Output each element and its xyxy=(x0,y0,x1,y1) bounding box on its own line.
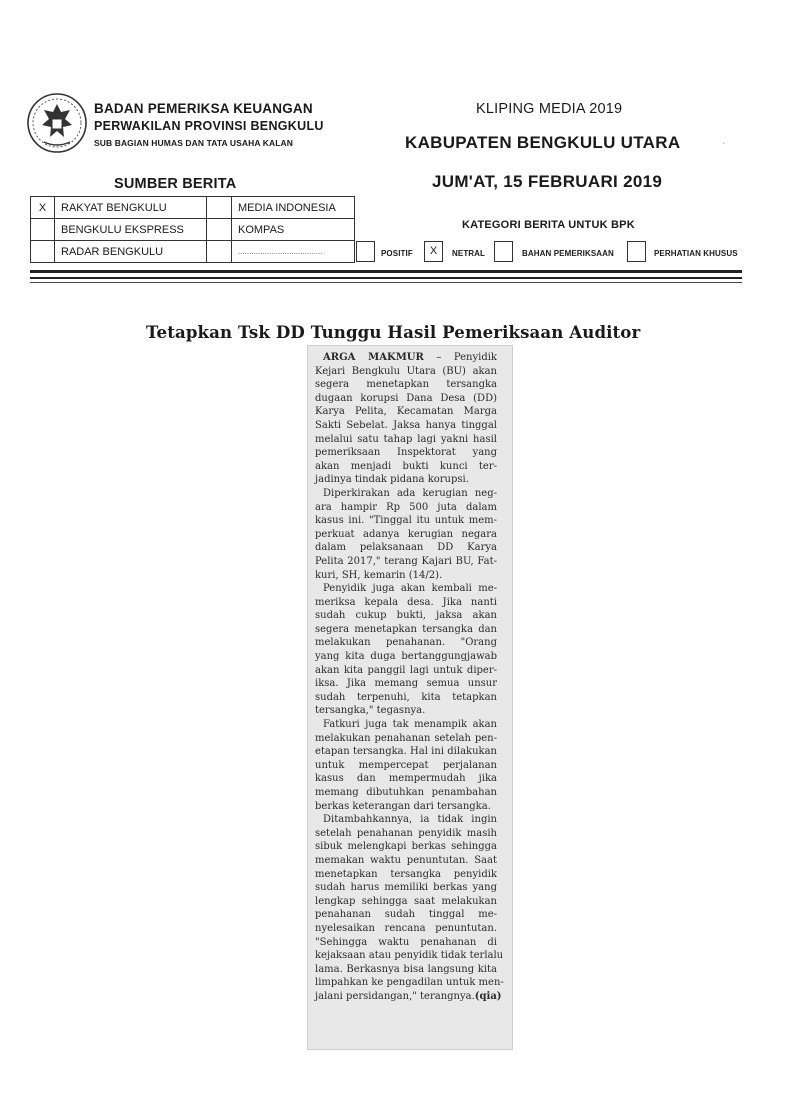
article-line: jalani persidangan," terangnya.(qia) xyxy=(315,990,502,1002)
org-subdivision: SUB BAGIAN HUMAS DAN TATA USAHA KALAN xyxy=(94,138,294,148)
article-line: ara hampir Rp 500 juta dalam xyxy=(315,501,497,513)
source-mark xyxy=(207,219,232,241)
article-body xyxy=(315,351,504,1004)
source-mark xyxy=(31,241,55,263)
source-row xyxy=(31,197,355,219)
scan-speck: · xyxy=(722,138,726,149)
article-line: limpahkan ke pengadilan untuk men- xyxy=(315,977,504,989)
header-divider xyxy=(30,270,742,273)
category-heading: KATEGORI BERITA UNTUK BPK xyxy=(462,219,635,231)
header-divider xyxy=(30,277,742,279)
article-line: Karya Pelita, Kecamatan Marga xyxy=(315,406,497,418)
article-line: ARGA MAKMUR – Penyidik xyxy=(323,352,497,363)
org-name: BADAN PEMERIKSA KEUANGAN xyxy=(94,101,313,116)
article-line: iksa. Jika memang semua unsur xyxy=(315,678,497,690)
bpk-emblem-logo xyxy=(26,92,88,154)
category-checkbox-netral[interactable]: X xyxy=(424,241,443,262)
article-dateline: ARGA MAKMUR xyxy=(323,352,424,363)
header-divider xyxy=(30,282,742,283)
article-line: tersangka," tegasnya. xyxy=(315,705,426,717)
author-initials: (qia) xyxy=(474,990,502,1002)
article-line: yang kita duga bertanggungjawab xyxy=(315,651,497,663)
article-line: sudah cukup bukti, jaksa akan xyxy=(315,610,497,622)
article-line: kejaksaan atau penyidik tidak terlalu xyxy=(315,950,504,962)
article-line: pemeriksaan Inspektorat yang xyxy=(315,447,497,459)
source-mark: X xyxy=(31,197,55,219)
article-line: untuk mempercepat perjalanan xyxy=(315,759,497,771)
article-line: "Sehingga waktu penahanan di xyxy=(315,936,497,948)
article-line: perkuat adanya kerugian negara xyxy=(315,528,497,540)
article-line: sudah terpenuhi, kita tetapkan xyxy=(315,691,497,703)
article-line: Sakti Sebelat. Jaksa hanya tinggal xyxy=(315,419,497,431)
category-label: BAHAN PEMERIKSAAN xyxy=(522,249,614,258)
clipping-date: JUM'AT, 15 FEBRUARI 2019 xyxy=(432,172,663,191)
article-headline: Tetapkan Tsk DD Tunggu Hasil Pemeriksaan Auditor xyxy=(146,322,641,342)
article-line: kuri, SH, kemarin (14/2). xyxy=(315,569,443,581)
article-line: akan kita panggil lagi untuk diper- xyxy=(315,664,497,676)
article-line: lama. Berkasnya bisa langsung kita xyxy=(315,963,497,975)
article-line: penahanan sudah tinggal me- xyxy=(315,909,497,921)
source-heading: SUMBER BERITA xyxy=(114,176,237,192)
source-name: ...................................... xyxy=(232,241,355,263)
article-line: lengkap sehingga saat melakukan xyxy=(315,895,497,907)
source-mark xyxy=(31,219,55,241)
source-row xyxy=(31,219,355,241)
article-line: berkas keterangan dari tersangka. xyxy=(315,800,491,812)
category-label: POSITIF xyxy=(381,249,413,258)
article-line: Ditambahkannya, ia tidak ingin xyxy=(323,814,497,826)
source-mark xyxy=(207,241,232,263)
article-line: Kejari Bengkulu Utara (BU) akan xyxy=(315,365,497,377)
article-line: segera menetapkan tersangka xyxy=(315,379,497,391)
article-line: melakukan penahanan setelah pen- xyxy=(315,732,497,744)
kliping-title: KLIPING MEDIA 2019 xyxy=(476,101,623,117)
article-line: kasus ini. "Tinggal itu untuk mem- xyxy=(315,515,497,527)
article-line: sibuk melengkapi berkas sehingga xyxy=(315,841,497,853)
category-label: PERHATIAN KHUSUS xyxy=(654,249,738,258)
article-line: akan menjadi bukti kunci ter- xyxy=(315,460,497,472)
article-line: melakukan penahanan. "Orang xyxy=(315,637,497,649)
org-branch: PERWAKILAN PROVINSI BENGKULU xyxy=(94,119,324,133)
article-line: melalui satu tahap lagi yakni hasil xyxy=(315,433,497,445)
source-name: BENGKULU EKSPRESS xyxy=(55,219,207,241)
article-line: jadinya tindak pidana korupsi. xyxy=(315,474,469,486)
article-line: sudah harus memiliki berkas yang xyxy=(315,882,497,894)
article-line: kasus dan mempermudah jika xyxy=(315,773,497,785)
article-line: memakan waktu penuntutan. Saat xyxy=(315,854,497,866)
article-line: segera menetapkan tersangka dan xyxy=(315,623,497,635)
category-checkbox-positif[interactable] xyxy=(356,241,375,262)
source-table xyxy=(30,196,355,263)
article-line: meriksa kepala desa. Jika nanti xyxy=(315,596,497,608)
article-line: memang dibutuhkan penambahan xyxy=(315,787,497,798)
article-line: menetapkan tersangka penyidik xyxy=(315,868,497,880)
article-line: Diperkirakan ada kerugian neg- xyxy=(323,487,497,499)
source-name: KOMPAS xyxy=(232,219,355,241)
source-row xyxy=(31,241,355,263)
category-checkbox-perhatian-khusus[interactable] xyxy=(627,241,646,262)
article-line: dugaan korupsi Dana Desa (DD) xyxy=(315,392,497,404)
article-line: Fatkuri juga tak menampik akan xyxy=(323,719,497,731)
category-label: NETRAL xyxy=(452,249,486,258)
source-mark xyxy=(207,197,232,219)
article-line: Penyidik juga akan kembali me- xyxy=(323,583,497,595)
source-name: RADAR BENGKULU xyxy=(55,241,207,263)
article-line: setelah penahanan penyidik masih xyxy=(315,827,497,839)
article-line: nyelesaikan rencana penuntutan. xyxy=(315,922,497,934)
article-line: Pelita 2017," terang Kajari BU, Fat- xyxy=(315,555,497,567)
category-checkbox-bahan-pemeriksaan[interactable] xyxy=(494,241,513,262)
region-title: KABUPATEN BENGKULU UTARA xyxy=(405,133,681,152)
article-line: etapan tersangka. Hal ini dilakukan xyxy=(315,746,497,758)
source-name: RAKYAT BENGKULU xyxy=(55,197,207,219)
source-name: MEDIA INDONESIA xyxy=(232,197,355,219)
article-line: dalam pelaksanaan DD Karya xyxy=(315,542,497,554)
